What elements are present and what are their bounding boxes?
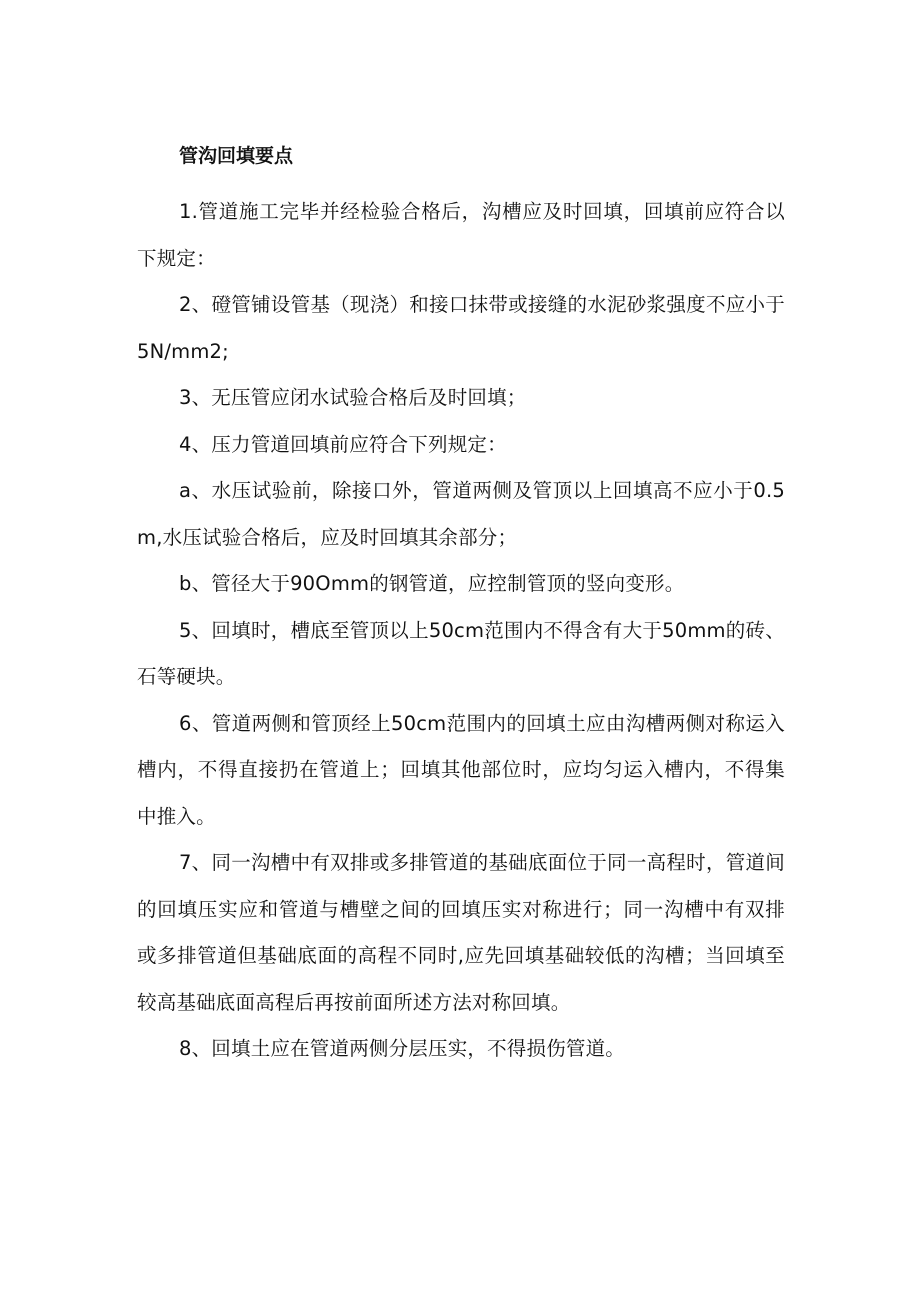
paragraph-6: 6、管道两侧和管顶经上50cm范围内的回填土应由沟槽两侧对称运入槽内，不得直接扔在管道上；回填其他部位时，应均匀运入槽内，不得集中推入。 (137, 711, 785, 828)
paragraph-4b: b、管径大于90Omm的钢管道，应控制管顶的竖向变形。 (179, 572, 685, 595)
document-body (137, 138, 785, 1073)
paragraph-8: 8、回填土应在管道两侧分层压实，不得损伤管道。 (179, 1037, 626, 1060)
paragraph-4: 4、压力管道回填前应符合下列规定： (179, 432, 507, 456)
paragraph-7: 7、同一沟槽中有双排或多排管道的基础底面位于同一高程时，管道间的回填压实应和管道与槽壁之间的回填压实对称进行；同一沟槽中有双排或多排管道但基础底面的高程不同时,应先回填基础较低的沟槽；当回填至较高基础底面高程后再按前面所述方法对称回填。 (137, 851, 785, 1014)
paragraph-4a: a、水压试验前，除接口外，管道两侧及管顶以上回填高不应小于0.5m,水压试验合格后，应及时回填其余部分； (137, 479, 785, 549)
paragraph-5: 5、回填时，槽底至管顶以上50cm范围内不得含有大于50mm的砖、石等硬块。 (137, 618, 785, 688)
paragraph-1: 1.管道施工完毕并经检验合格后，沟槽应及时回填，回填前应符合以下规定： (137, 200, 785, 270)
paragraph-3: 3、无压管应闭水试验合格后及时回填； (179, 386, 527, 409)
paragraph-2: 2、磴管铺设管基（现浇）和接口抹带或接缝的水泥砂浆强度不应小于5N/mm2; (137, 293, 785, 363)
document-title: 管沟回填要点 (179, 145, 294, 167)
